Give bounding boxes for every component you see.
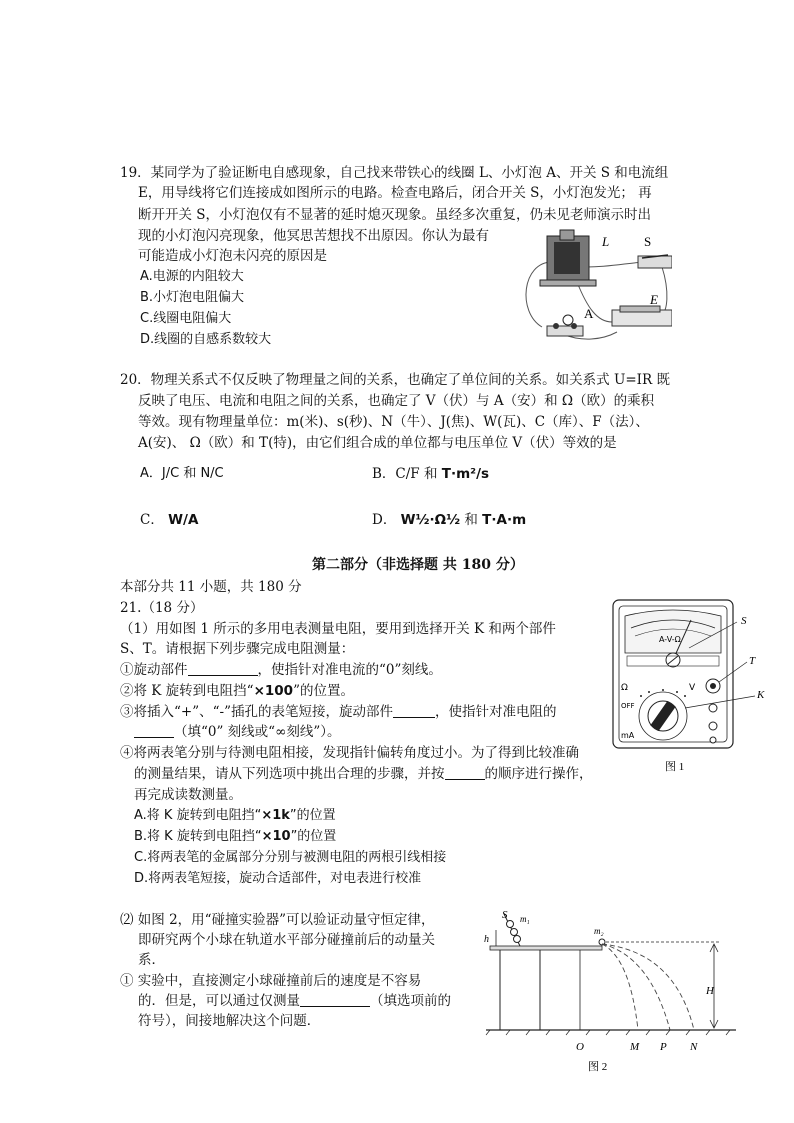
q21-step-3 [120, 702, 556, 722]
fig1-label-t: T [749, 655, 756, 667]
q20-option-d-mid: 和 [464, 512, 478, 528]
q19-label-s: S [644, 234, 652, 249]
q21-p2-line-2: 即研究两个小球在轨道水平部分碰撞前后的动量关 [138, 932, 435, 948]
q21-p1-line-2: S、T。请根据下列步骤完成电阻测量： [120, 641, 355, 657]
fig1-label-v: V [689, 683, 696, 693]
q20-option-d-prefix: D． [372, 512, 397, 528]
q19-option-d: D.线圈的自感系数较大 [140, 332, 272, 347]
q21-option-b-bold: ×10 [261, 829, 291, 844]
fig1-label-k: K [757, 689, 765, 701]
q20-option-d [372, 510, 526, 530]
q19-option-a: A.电源的内阻较大 [140, 269, 244, 284]
q21-blank-3[interactable] [134, 723, 174, 738]
q20-option-b-expr: T·m²/s [441, 466, 490, 482]
fig2-caption: 图 2 [588, 1061, 608, 1073]
q21-p2-step-1-line-1: ① 实验中，直接测定小球碰撞前后的速度是不容易 [120, 973, 422, 989]
q21-option-b-a: B.将 K 旋转到电阻挡“ [134, 829, 262, 844]
q19-line-4: 现的小灯泡闪亮现象，他冥思苦想找不出原因。你认为最有 [138, 228, 489, 244]
q21-step-3-b: ，使指针对准电阻的 [434, 704, 557, 720]
q21-option-b [134, 827, 336, 847]
q20-line-3: 等效。现有物理量单位：m(米)、s(秒)、N（牛）、J(焦)、W(瓦)、C（库）、F（法）、 [138, 414, 649, 430]
fig2-label-p: P [660, 1041, 667, 1053]
q21-p2-step-1-line-2-a: 的．但是，可以通过仅测量 [138, 993, 300, 1009]
q21-p2-line-1: ⑵ 如图 2，用“碰撞实验器”可以验证动量守恒定律， [120, 912, 435, 928]
q20-option-d-expr: W½·Ω½ [400, 512, 461, 528]
q21-blank-1[interactable] [188, 661, 258, 676]
q21-p2-line-3: 系． [138, 952, 165, 968]
q21-option-d: D.将两表笔短接，旋动合适部件，对电表进行校准 [134, 871, 422, 886]
q19-line-5: 可能造成小灯泡未闪亮的原因是 [138, 248, 327, 264]
q21-step-4-line-3: 再完成读数测量。 [134, 787, 242, 803]
part2-note: 本部分共 11 小题，共 180 分 [120, 579, 302, 595]
q21-p2-step-1-line-2 [138, 991, 451, 1011]
q20-line-1: 20．物理关系式不仅反映了物理量之间的关系，也确定了单位间的关系。如关系式 U=IR 既 [120, 372, 670, 388]
q20-option-b-prefix: B．C/F 和 [372, 466, 438, 482]
q19-circuit-figure [512, 222, 672, 354]
q19-label-e: E [650, 292, 658, 307]
q21-step-2-b: ”的位置。 [293, 683, 354, 699]
q21-option-a [134, 806, 336, 826]
q21-blank-5[interactable] [300, 992, 370, 1007]
fig1-label-off: OFF [621, 702, 635, 710]
q19-option-b: B.小灯泡电阻偏大 [140, 290, 245, 305]
q19-line-2: E，用导线将它们连接成如图所示的电路。检查电路后，闭合开关 S，小灯泡发光； 再 [138, 185, 652, 201]
q21-step-3-a: ③将插入“+”、“-”插孔的表笔短接，旋动部件 [120, 704, 393, 720]
fig1-label-s: S [741, 615, 747, 627]
fig1-dial-label: A-V-Ω [659, 635, 681, 644]
q21-step-4-line-2-b: 的顺序进行操作， [484, 766, 593, 782]
q21-p1-line-1: （1）用如图 1 所示的多用电表测量电阻，要用到选择开关 K 和两个部件 [120, 621, 556, 637]
q19-line-3: 断开开关 S，小灯泡仅有不显著的延时熄灭现象。虽经多次重复，仍未见老师演示时出 [138, 207, 652, 223]
q20-option-c [140, 510, 198, 530]
q21-option-a-b: ”的位置 [289, 808, 336, 823]
fig2-label-h: h [484, 934, 489, 945]
q20-option-a: A．J/C 和 N/C [140, 466, 224, 481]
q19-label-l: L [602, 234, 610, 249]
q21-blank-2[interactable] [393, 703, 435, 718]
q21-step-1-b: ，使指针对准电流的“0”刻线。 [257, 662, 442, 678]
q21-option-b-b: ”的位置 [290, 829, 337, 844]
q21-option-c: C.将两表笔的金属部分分别与被测电阻的两根引线相接 [134, 850, 447, 865]
fig2-label-o: O [576, 1041, 584, 1053]
q20-line-2: 反映了电压、电流和电阻之间的关系，也确定了 V（伏）与 A（安）和 Ω（欧）的乘积 [138, 393, 655, 409]
q20-option-d-expr2: T·A·m [482, 512, 527, 528]
fig1-label-ma: mA [621, 731, 635, 740]
fig2-label-m1: m₁ [520, 914, 530, 924]
q21-step-1-a: ①旋动部件 [120, 662, 188, 678]
q21-figure-2-collision [480, 908, 740, 1078]
q19-line-1: 19．某同学为了验证断电自感现象，自己找来带铁心的线圈 L、小灯泡 A、开关 S 和电流组 [120, 165, 669, 181]
q21-step-1 [120, 660, 442, 680]
q21-step-3-c: （填“0” 刻线或“∞刻线”）。 [174, 724, 341, 740]
q21-blank-4[interactable] [445, 765, 485, 780]
q20-line-4: A(安)、 Ω（欧）和 T(特)，由它们组合成的单位都与电压单位 V（伏）等效的是 [138, 435, 617, 451]
fig1-caption: 图 1 [665, 761, 685, 773]
fig2-label-s: S [502, 909, 508, 921]
q21-head: 21.（18 分） [120, 600, 204, 616]
q21-step-3-cont [134, 722, 340, 742]
q21-p2-step-1-line-2-b: （填选项前的 [370, 993, 451, 1009]
q21-option-a-bold: ×1k [261, 808, 290, 823]
q21-step-4-line-2 [134, 764, 593, 784]
q20-option-b [372, 464, 489, 484]
fig2-label-m: M [630, 1041, 640, 1053]
q21-step-4-line-2-a: 的测量结果，请从下列选项中挑出合理的步骤，并按 [134, 766, 445, 782]
fig2-label-H: H [706, 985, 714, 997]
q21-step-2-a: ②将 K 旋转到电阻挡“ [120, 683, 254, 699]
part2-heading: 第二部分（非选择题 共 180 分） [312, 557, 524, 573]
q20-option-c-prefix: C． [140, 512, 164, 528]
q21-figure-1-multimeter [605, 598, 775, 778]
q21-step-2 [120, 681, 354, 701]
fig2-label-m2: m₂ [594, 926, 604, 936]
fig2-label-n: N [690, 1041, 698, 1053]
q20-option-c-expr: W/A [168, 512, 199, 528]
q21-step-2-bold: ×100 [253, 683, 294, 699]
fig1-label-ohm: Ω [621, 683, 628, 693]
q21-step-4-line-1: ④将两表笔分别与待测电阻相接，发现指针偏转角度过小。为了得到比较准确 [120, 745, 579, 761]
q19-label-a: A [584, 306, 594, 321]
q19-option-c: C.线圈电阻偏大 [140, 311, 232, 326]
q21-p2-step-1-line-3: 符号），间接地解决这个问题． [138, 1013, 321, 1029]
q21-option-a-a: A.将 K 旋转到电阻挡“ [134, 808, 262, 823]
